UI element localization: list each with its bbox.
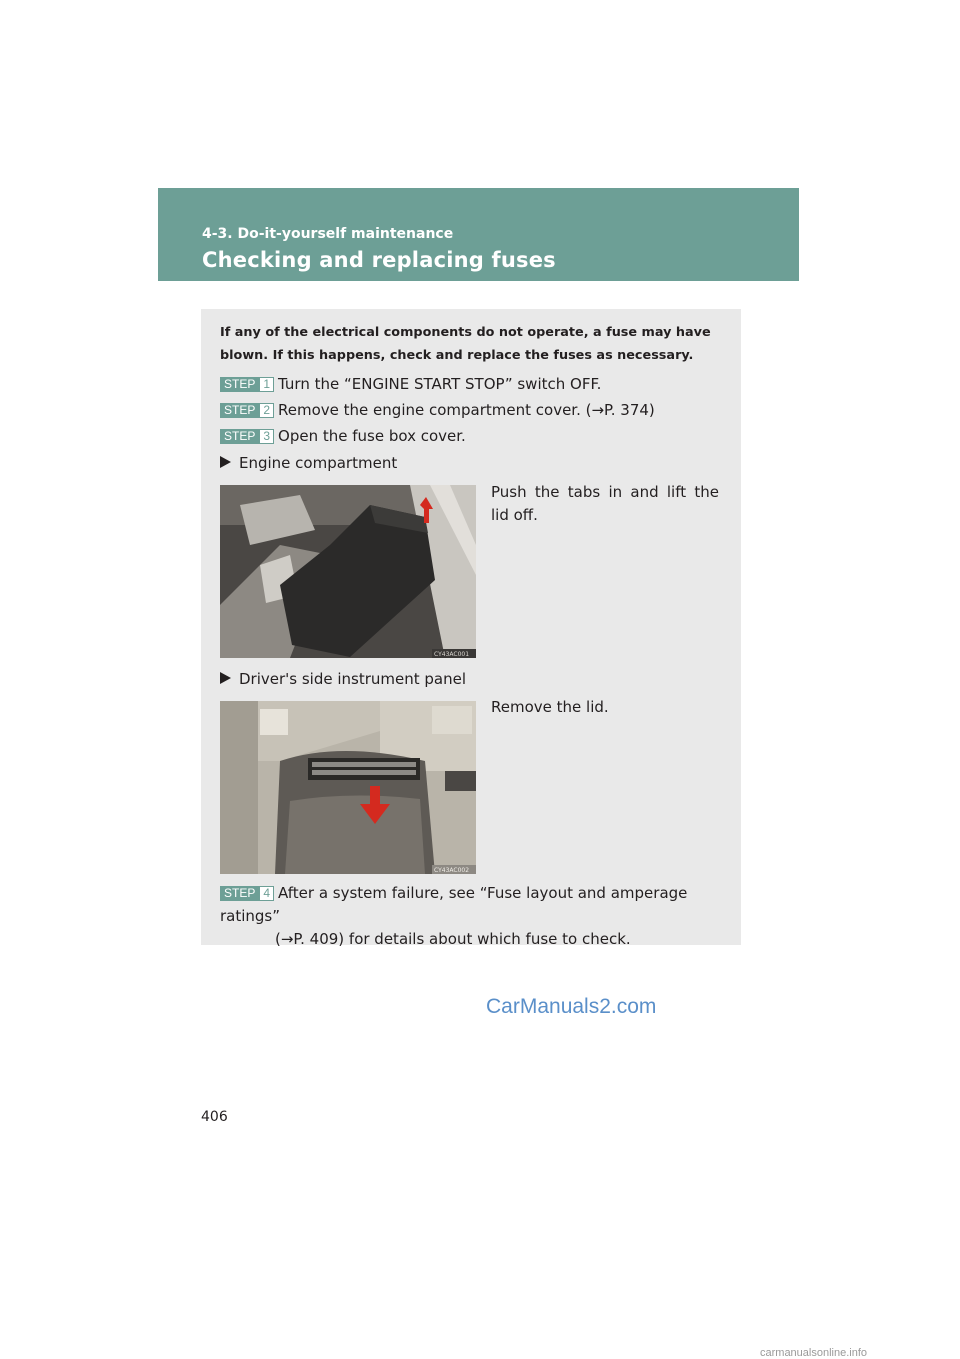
step-3 (220, 425, 466, 448)
content-panel (201, 309, 741, 948)
triangle-bullet-icon (220, 456, 231, 468)
engine-caption: Push the tabs in and lift the lid off. (491, 483, 719, 524)
step-4 (220, 882, 725, 951)
intro-text: If any of the electrical components do not operate, a fuse may have blown. If this happens, check and replace the fuses as necessary. (220, 325, 711, 363)
instrument-panel-photo (220, 701, 476, 874)
step-badge: STEP 1 (220, 377, 274, 392)
step-text-continued: (→P. 409) for details about which fuse to check. (275, 930, 631, 948)
engine-fuse-box-photo (220, 485, 476, 658)
step-badge: STEP 3 (220, 429, 274, 444)
instrument-panel-caption: Remove the lid. (491, 698, 609, 716)
step-2 (220, 399, 655, 422)
step-text: After a system failure, see “Fuse layout and amperage ratings” (220, 884, 688, 925)
step-1 (220, 373, 601, 396)
step-text: Turn the “ENGINE START STOP” switch OFF. (278, 375, 602, 393)
image-code: CY43AC002 (434, 867, 470, 874)
watermark: CarManuals2.com (486, 995, 657, 1018)
image-code: CY43AC001 (434, 651, 470, 658)
step-text: Remove the engine compartment cover. (→P. 374) (278, 401, 655, 419)
location-label-instrument-panel: Driver's side instrument panel (220, 669, 466, 689)
triangle-bullet-icon (220, 672, 231, 684)
location-label-engine: Engine compartment (220, 453, 397, 473)
step-badge: STEP 2 (220, 403, 274, 418)
page-header (158, 188, 799, 281)
page-title: Checking and replacing fuses (202, 248, 556, 272)
page-number: 406 (201, 1109, 228, 1125)
step-text: Open the fuse box cover. (278, 427, 466, 445)
section-title: 4-3. Do-it-yourself maintenance (202, 226, 454, 242)
footer-watermark: carmanualsonline.info (760, 1347, 868, 1359)
step-badge: STEP 4 (220, 886, 274, 901)
